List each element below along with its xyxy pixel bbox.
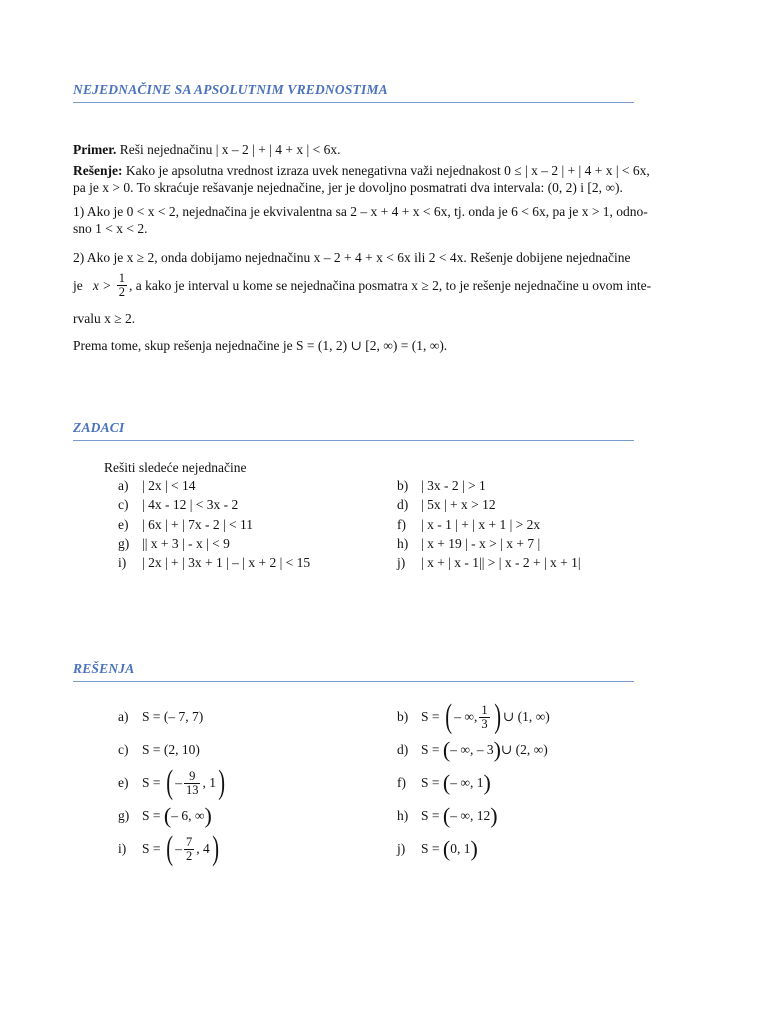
solution-prefix: S =: [142, 841, 161, 856]
solution-e: [118, 766, 227, 800]
left-paren: (: [442, 803, 451, 828]
solution-d: [397, 733, 548, 767]
case2-numerator: 1: [118, 271, 125, 286]
solution-label: b): [397, 709, 409, 724]
solution-suffix: ∪ (1, ∞): [502, 709, 550, 724]
solution-label: j): [397, 841, 406, 856]
task-label: f): [397, 517, 406, 532]
task-label: i): [118, 555, 127, 570]
solution-prefix: S =: [421, 808, 440, 823]
case2-denominator: 2: [118, 285, 125, 300]
task-label: e): [118, 517, 129, 532]
solution-inner: – ∞, – 3: [450, 742, 494, 757]
numerator: 9: [184, 770, 201, 784]
left-paren: (: [445, 698, 452, 735]
solution-suffix: , 4: [196, 841, 210, 856]
solution-label: d): [397, 742, 409, 757]
solution-prefix: S =: [421, 775, 440, 790]
task-c: [118, 496, 238, 513]
solution-b: [397, 700, 550, 734]
task-i: [118, 554, 310, 571]
solution-prefix: S =: [142, 775, 161, 790]
task-d: [397, 496, 496, 513]
task-text: | 4x - 12 | < 3x - 2: [142, 497, 239, 512]
task-label: a): [118, 478, 129, 493]
right-paren: ): [470, 836, 478, 861]
task-text: | 2x | + | 3x + 1 | – | x + 2 | < 15: [142, 555, 311, 570]
solution-inner: 0, 1: [450, 841, 471, 856]
solution-label: Rešenje:: [73, 163, 123, 178]
solution-j: [397, 832, 478, 866]
solution-label: h): [397, 808, 409, 823]
solution-label: f): [397, 775, 406, 790]
right-paren: ): [493, 737, 501, 762]
denominator: 2: [185, 848, 193, 863]
task-label: h): [397, 536, 409, 551]
task-label: b): [397, 478, 409, 493]
solution-suffix: , 1: [202, 775, 216, 790]
case1-line-1: 1) Ako je 0 < x < 2, nejednačina je ekvivalentna sa 2 – x + 4 + x < 6x, tj. onda je 6 < 6x, pa je x > 1, odno-: [73, 204, 648, 219]
solution-fraction: [184, 836, 194, 863]
solution-inner: – ∞, 1: [450, 775, 484, 790]
task-h: [397, 535, 540, 552]
task-text: | 5x | + x > 12: [421, 497, 496, 512]
case2-pre: je: [73, 277, 83, 293]
task-text: || x + 3 | - x | < 9: [142, 536, 230, 551]
solution-fraction: [479, 704, 489, 731]
task-text: | 2x | < 14: [142, 478, 196, 493]
solution-c: [118, 733, 200, 767]
task-e: [118, 516, 253, 533]
right-paren: ): [483, 770, 491, 795]
solution-inner: – ∞,: [454, 709, 478, 724]
task-text: | x + | x - 1|| > | x - 2 + | x + 1|: [421, 555, 581, 570]
example-label: Primer.: [73, 142, 117, 157]
solution-inner: – 6, ∞: [171, 808, 205, 823]
solution-label: c): [118, 742, 129, 757]
task-j: [397, 554, 581, 571]
solution-prefix: S =: [142, 808, 161, 823]
task-label: d): [397, 497, 409, 512]
denominator: 3: [481, 716, 488, 731]
task-text: | 3x - 2 | > 1: [421, 478, 486, 493]
solution-text-1: Kako je apsolutna vrednost izraza uvek nenegativna važi nejednakost 0 ≤ | x – 2 | + | 4 + x | < 6x,: [122, 163, 650, 178]
task-text: | 6x | + | 7x - 2 | < 11: [142, 517, 254, 532]
solution-fraction: [184, 770, 201, 797]
case2-line-2: [73, 270, 651, 301]
solution-suffix: ∪ (2, ∞): [500, 742, 548, 757]
solution-prefix: S =: [421, 709, 440, 724]
solution-g: [118, 799, 212, 833]
solution-f: [397, 766, 491, 800]
left-paren: (: [442, 836, 451, 861]
left-paren: (: [166, 830, 173, 867]
minus-sign: –: [175, 775, 182, 790]
solution-h: [397, 799, 498, 833]
solution-label: e): [118, 775, 129, 790]
case2-fraction: [117, 272, 127, 299]
left-paren: (: [163, 803, 172, 828]
task-g: [118, 535, 230, 552]
example-line: [73, 141, 340, 158]
case2-line-1: 2) Ako je x ≥ 2, onda dobijamo nejednačinu x – 2 + 4 + x < 6x ili 2 < 4x. Rešenje dobijene nejednačine: [73, 250, 631, 265]
denominator: 13: [185, 782, 199, 797]
right-paren: ): [218, 764, 226, 801]
numerator: 7: [185, 834, 193, 849]
solution-line-2: pa je x > 0. To skraćuje rešavanje nejednačine, jer je dovoljno posmatrati dva intervala: (0, 2) i [2, ∞).: [73, 180, 623, 195]
conclusion-line: Prema tome, skup rešenja nejednačine je S = (1, 2) ∪ [2, ∞) = (1, ∞).: [73, 338, 448, 353]
task-label: g): [118, 536, 130, 551]
numerator: 1: [481, 702, 488, 717]
section-heading-absolute-inequalities: NEJEDNAČINE SA APSOLUTNIM VREDNOSTIMA: [73, 82, 634, 103]
solution-prefix: S =: [421, 742, 440, 757]
left-paren: (: [442, 737, 451, 762]
solution-a: [118, 700, 203, 734]
case2-variable: x >: [92, 277, 112, 293]
left-paren: (: [442, 770, 451, 795]
task-b: [397, 477, 486, 494]
right-paren: ): [490, 803, 498, 828]
solution-label: a): [118, 709, 129, 724]
solution-text: S = (– 7, 7): [142, 709, 204, 724]
left-paren: (: [166, 764, 173, 801]
solution-inner: – ∞, 12: [450, 808, 491, 823]
solution-i: [118, 832, 221, 866]
solution-label: g): [118, 808, 130, 823]
solution-prefix: S =: [421, 841, 440, 856]
case2-post: , a kako je interval u kome se nejednačina posmatra x ≥ 2, to je rešenje nejednačine u ovom inte-: [128, 277, 652, 293]
task-label: c): [118, 497, 129, 512]
task-label: j): [397, 555, 406, 570]
case1-line-2: sno 1 < x < 2.: [73, 221, 148, 236]
section-heading-tasks: ZADACI: [73, 420, 634, 441]
solution-line-1: [73, 162, 650, 179]
example-text: Reši nejednačinu | x – 2 | + | 4 + x | < 6x.: [116, 142, 341, 157]
solution-label: i): [118, 841, 127, 856]
right-paren: ): [493, 698, 501, 735]
right-paren: ): [211, 830, 219, 867]
task-a: [118, 477, 196, 494]
case2-line-3: rvalu x ≥ 2.: [73, 311, 136, 326]
right-paren: ): [204, 803, 212, 828]
task-f: [397, 516, 540, 533]
solution-text: S = (2, 10): [142, 742, 200, 757]
minus-sign: –: [175, 841, 182, 856]
task-text: | x + 19 | - x > | x + 7 |: [421, 536, 541, 551]
section-heading-solutions: REŠENJA: [73, 661, 634, 682]
tasks-intro: Rešiti sledeće nejednačine: [104, 460, 247, 475]
task-text: | x - 1 | + | x + 1 | > 2x: [421, 517, 541, 532]
